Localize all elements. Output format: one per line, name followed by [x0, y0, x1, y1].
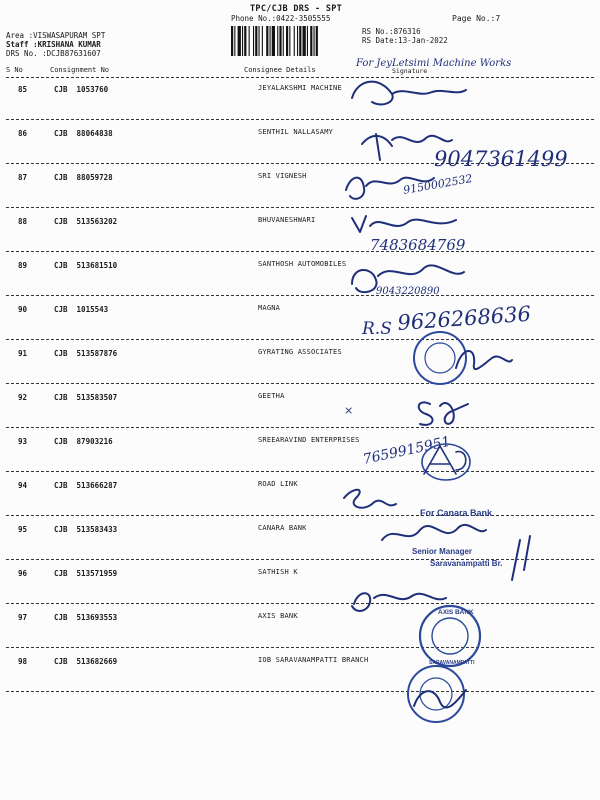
row-divider [6, 251, 594, 252]
area-field: Area :VISWASAPURAM SPT [6, 31, 106, 40]
consignment-number: 88064838 [76, 129, 113, 138]
consignment-number: 1053760 [76, 85, 109, 94]
row-consignment-number [54, 305, 108, 314]
barcode-bar [272, 26, 275, 56]
row-consignee-name: IOB SARAVANAMPATTI BRANCH [258, 656, 369, 664]
phone-93: 7659915951 [361, 433, 452, 468]
row-consignee-name: SREEARAVIND ENTERPRISES [258, 436, 360, 444]
consignment-prefix: CJB [54, 569, 68, 578]
consignment-number: 513682669 [76, 657, 118, 666]
row-consignment-number [54, 525, 117, 534]
row-consignee-name: MAGNA [258, 304, 281, 312]
barcode-bar [303, 26, 306, 56]
row-consignment-number [54, 569, 117, 578]
axis-seal-subtext: SARAVANAMPATTI [429, 660, 475, 666]
row-consignee-name: SATHISH K [258, 568, 298, 576]
barcode-image [230, 26, 352, 56]
barcode-bar [244, 26, 246, 56]
drs-number: DRS No. :DCJB87631607 [6, 49, 101, 58]
consignment-number: 87903216 [76, 437, 113, 446]
row-divider [6, 515, 594, 516]
row-consignment-number [54, 173, 113, 182]
consignment-number: 513571959 [76, 569, 118, 578]
barcode-bar [286, 26, 288, 56]
row-consignee-name: CANARA BANK [258, 524, 307, 532]
row-divider [6, 207, 594, 208]
column-header-sno: S No [6, 66, 23, 74]
barcode-bar [310, 26, 312, 56]
cross-mark-92: × [344, 404, 354, 417]
row-consignment-number [54, 261, 117, 270]
row-consignee-name: AXIS BANK [258, 612, 298, 620]
jeyalakshmi-stamp-text: For JeyLetsimi Machine Works [356, 58, 512, 69]
consignment-prefix: CJB [54, 481, 68, 490]
row-consignment-number [54, 349, 117, 358]
row-serial-number: 89 [18, 261, 28, 270]
barcode-bar [279, 26, 281, 56]
row-divider [6, 427, 594, 428]
barcode-bar [253, 26, 254, 56]
table-row [0, 168, 600, 212]
consignment-prefix: CJB [54, 657, 68, 666]
phone-number: Phone No.:0422-3505555 [231, 14, 331, 23]
row-consignee-name: GEETHA [258, 392, 285, 400]
barcode-bar [294, 26, 295, 56]
consignment-number: 1015543 [76, 305, 109, 314]
row-consignment-number [54, 481, 117, 490]
axis-seal-text: AXIS BANK [438, 609, 474, 616]
canara-branch-stamp: Saravanampatti Br. [430, 559, 503, 568]
row-consignment-number [54, 613, 117, 622]
consignment-prefix: CJB [54, 437, 68, 446]
row-consignment-number [54, 437, 113, 446]
barcode-bar [297, 26, 298, 56]
table-row [0, 388, 600, 432]
row-serial-number: 92 [18, 393, 28, 402]
consignment-number: 513666287 [76, 481, 118, 490]
consignment-number: 513563202 [76, 217, 118, 226]
row-serial-number: 87 [18, 173, 28, 182]
barcode-bar [277, 26, 278, 56]
column-header-consignment: Consignment No [50, 66, 110, 74]
table-row [0, 652, 600, 696]
page-number: Page No.:7 [452, 14, 501, 23]
row-serial-number: 90 [18, 305, 28, 314]
row-divider [6, 603, 594, 604]
phone-89: 9043220890 [376, 286, 440, 297]
row-consignment-number [54, 657, 117, 666]
row-divider [6, 471, 594, 472]
barcode-bar [283, 26, 284, 56]
canara-for-stamp: For Canara Bank [420, 508, 493, 518]
barcode-bar [259, 26, 260, 56]
barcode-bar [299, 26, 301, 56]
header-divider [6, 77, 594, 78]
row-consignment-number [54, 217, 117, 226]
column-header-signature: Signature [392, 67, 428, 75]
barcode-bar [234, 26, 235, 56]
table-row [0, 256, 600, 300]
row-consignee-name: ROAD LINK [258, 480, 298, 488]
consignment-number: 513583433 [76, 525, 118, 534]
barcode-bar [314, 26, 315, 56]
row-serial-number: 96 [18, 569, 28, 578]
phone-86: 9047361499 [434, 147, 568, 171]
phone-87: 9150002532 [402, 171, 474, 197]
staff-field: Staff :KRISHANA KUMAR [6, 40, 101, 49]
row-serial-number: 86 [18, 129, 28, 138]
barcode-bar [242, 26, 243, 56]
consignment-prefix: CJB [54, 261, 68, 270]
barcode-bar [231, 26, 233, 56]
consignment-prefix: CJB [54, 393, 68, 402]
document-title: TPC/CJB DRS - SPT [250, 4, 343, 14]
row-consignee-name: GYRATING ASSOCIATES [258, 348, 342, 356]
row-serial-number: 85 [18, 85, 28, 94]
row-divider [6, 119, 594, 120]
row-consignee-name: SENTHIL NALLASAMY [258, 128, 334, 136]
rs-date: RS Date:13-Jan-2022 [362, 36, 448, 45]
barcode-bar [316, 26, 318, 56]
table-row [0, 608, 600, 652]
signature-90: R.S [362, 319, 392, 339]
consignment-number: 513693553 [76, 613, 118, 622]
row-serial-number: 88 [18, 217, 28, 226]
rs-number: RS No.:876316 [362, 27, 421, 36]
barcode-bar [307, 26, 308, 56]
canara-title-stamp: Senior Manager [412, 547, 473, 556]
consignment-number: 513587876 [76, 349, 118, 358]
barcode-bar [238, 26, 241, 56]
consignment-prefix: CJB [54, 613, 68, 622]
table-row [0, 432, 600, 476]
row-divider [6, 559, 594, 560]
row-serial-number: 93 [18, 437, 28, 446]
row-serial-number: 97 [18, 613, 28, 622]
row-consignee-name: BHUVANESHWARI [258, 216, 316, 224]
table-row [0, 80, 600, 124]
barcode-bar [266, 26, 268, 56]
barcode-bar [249, 26, 250, 56]
table-row [0, 344, 600, 388]
row-serial-number: 98 [18, 657, 28, 666]
row-divider [6, 383, 594, 384]
consignment-number: 88059728 [76, 173, 113, 182]
table-row [0, 564, 600, 608]
phone-88: 7483684769 [370, 236, 466, 254]
row-consignment-number [54, 393, 117, 402]
consignment-prefix: CJB [54, 349, 68, 358]
consignment-prefix: CJB [54, 217, 68, 226]
row-divider [6, 163, 594, 164]
consignment-number: 513681510 [76, 261, 118, 270]
consignment-prefix: CJB [54, 525, 68, 534]
row-divider [6, 339, 594, 340]
consignment-prefix: CJB [54, 305, 68, 314]
row-consignment-number [54, 85, 108, 94]
row-consignee-name: JEYALAKSHMI MACHINE [258, 84, 342, 92]
barcode-bar [270, 26, 271, 56]
row-divider [6, 691, 594, 692]
consignment-prefix: CJB [54, 129, 68, 138]
row-consignment-number [54, 129, 113, 138]
table-row [0, 476, 600, 520]
row-serial-number: 91 [18, 349, 28, 358]
barcode-bar [289, 26, 290, 56]
table-row [0, 212, 600, 256]
consignment-prefix: CJB [54, 85, 68, 94]
barcode-bar [255, 26, 257, 56]
row-consignee-name: SANTHOSH AUTOMOBILES [258, 260, 347, 268]
phone-90: 9626268636 [396, 301, 532, 335]
row-serial-number: 94 [18, 481, 28, 490]
consignment-prefix: CJB [54, 173, 68, 182]
row-consignee-name: SRI VIGNESH [258, 172, 307, 180]
row-divider [6, 647, 594, 648]
consignment-number: 513583507 [76, 393, 118, 402]
column-header-consignee: Consignee Details [244, 66, 316, 74]
row-serial-number: 95 [18, 525, 28, 534]
table-row [0, 124, 600, 168]
row-divider [6, 295, 594, 296]
table-row [0, 520, 600, 564]
barcode-bar [262, 26, 263, 56]
table-row [0, 300, 600, 344]
